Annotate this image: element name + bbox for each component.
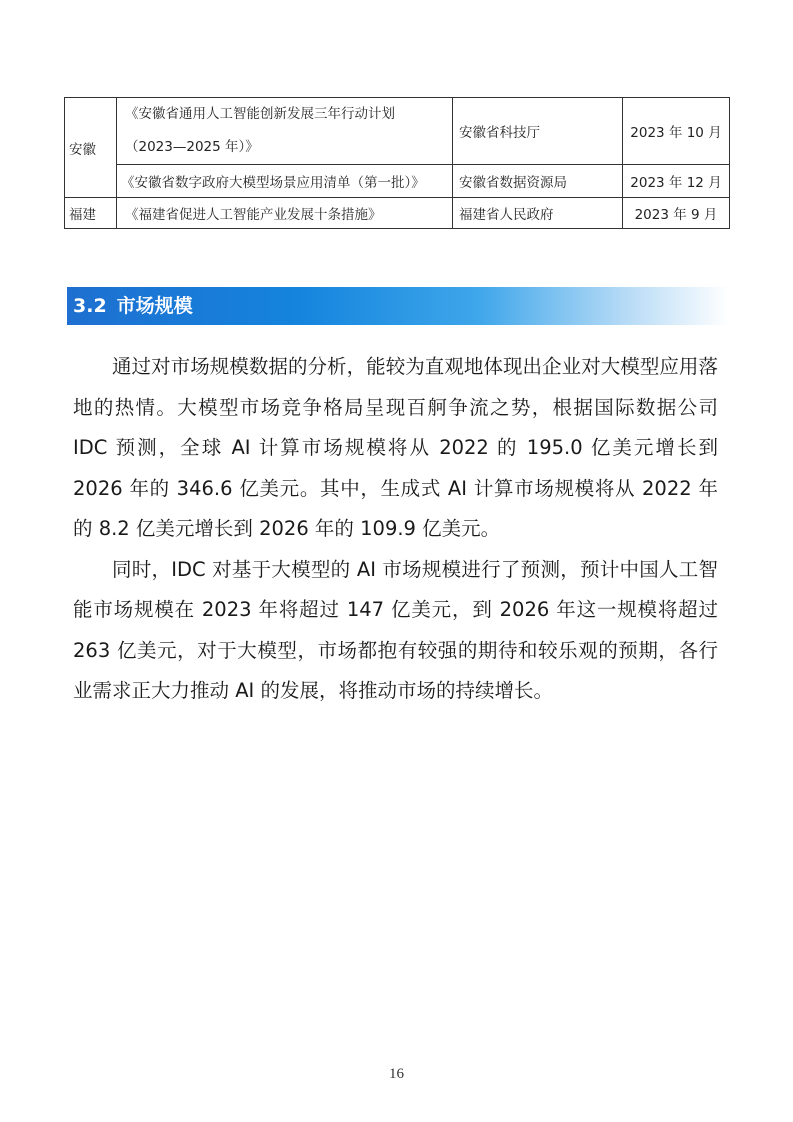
table-row (65, 198, 730, 229)
date-cell: 2023 年 10 月 (623, 98, 730, 165)
section-number: 3.2 (73, 295, 107, 317)
section-heading (73, 287, 193, 325)
document-title-line: 《安徽省通用人工智能创新发展三年行动计划 (125, 106, 395, 122)
agency-cell: 安徽省科技厅 (453, 98, 623, 165)
policy-table (64, 97, 730, 229)
agency-cell: 安徽省数据资源局 (453, 165, 623, 198)
agency-cell: 福建省人民政府 (453, 198, 623, 229)
page-number: 16 (389, 1066, 404, 1082)
date-cell: 2023 年 12 月 (623, 165, 730, 198)
paragraph: 通过对市场规模数据的分析，能较为直观地体现出企业对大模型应用落地的热情。大模型市场竞争格局呈现百舸争流之势，根据国际数据公司 IDC 预测，全球 AI 计算市场规模将从 2022 的 195.0 亿美元增长到 2026 年的 346.6 亿美元。其中，生成式 AI 计算市场规模将从 2022 年的 8.2 亿美元增长到 2026 年的 109.9 亿美元。 (73, 355, 718, 540)
date-cell: 2023 年 9 月 (623, 198, 730, 229)
table-row (65, 98, 730, 165)
table-row (65, 165, 730, 198)
region-cell: 安徽 (65, 98, 117, 198)
document-title-line: （2023—2025 年）》 (125, 139, 259, 155)
document-title-cell: 《福建省促进人工智能产业发展十条措施》 (117, 198, 453, 229)
paragraph: 同时，IDC 对基于大模型的 AI 市场规模进行了预测，预计中国人工智能市场规模在 2023 年将超过 147 亿美元，到 2026 年这一规模将超过 263 亿美元，对于大模型，市场都抱有较强的期待和较乐观的预期，各行业需求正大力推动 AI 的发展，将推动市场的持续增长。 (73, 557, 718, 702)
section-title: 市场规模 (116, 295, 193, 317)
document-title-cell (117, 98, 453, 165)
section-heading-bar (67, 287, 729, 325)
document-title-cell: 《安徽省数字政府大模型场景应用清单（第一批）》 (117, 165, 453, 198)
region-cell: 福建 (65, 198, 117, 229)
body-text (73, 347, 718, 712)
